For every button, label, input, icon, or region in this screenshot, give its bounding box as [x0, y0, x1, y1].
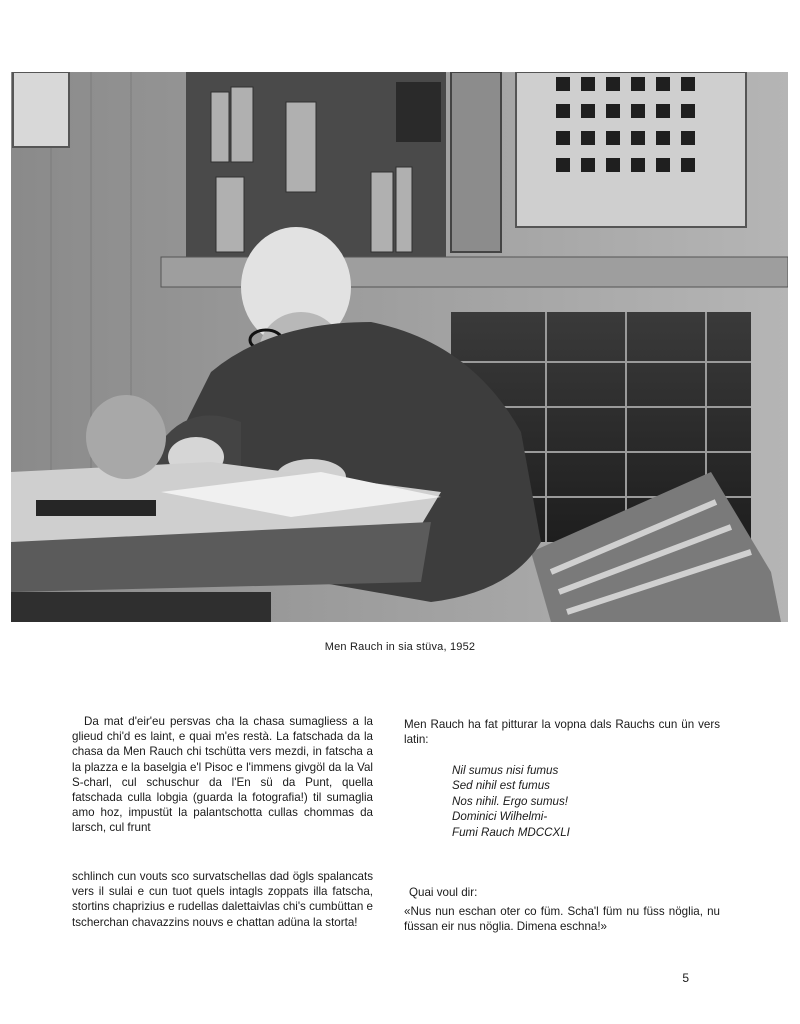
verse-line: Dominici Wilhelmi-: [452, 810, 548, 824]
left-column: [72, 714, 373, 929]
quai-voul-dir: Quai voul dir:: [409, 886, 478, 899]
page-number: 5: [682, 971, 689, 985]
photo-illustration: [11, 72, 788, 622]
translation-quote: «Nus nun eschan oter co füm. Scha'l füm nu füss nöglia, nu füssan eir nus nöglia. Dimena eschna!»: [404, 905, 720, 934]
photo-caption: Men Rauch in sia stüva, 1952: [324, 641, 476, 653]
left-paragraph-1: Da mat d'eir'eu persvas cha la chasa sumagliess a la glieud chi'd es laint, e quai m'es restà. La fatschada da la chasa da Men Rauch chi tschütta vers mezdi, in fatscha a la plazza e la baselgia e'l Pisoc e l'immens givgöl da la Val S-charl, cul schuschur da l'En sü da Punt, quella fatschada culla lobgia (guarda la fotografia!) til sumaglia amo hoz, impustüt la palantschotta cullas chommas da larsch, cul frunt: [72, 715, 373, 835]
right-intro: Men Rauch ha fat pitturar la vopna dals Rauchs cun ün vers latin:: [404, 718, 720, 747]
verse-line: Nil sumus nisi fumus: [452, 764, 559, 777]
left-paragraph-2: schlinch cun vouts sco survatschellas dad ögls spalancats vers il sulai e cun tuot quels intagls zoppats illa fatscha, stortins chaprizius e rudellas dalettaivlas chi's cumbüttan e tscherchan chavazzins nouvs e chattan adüna la storta!: [72, 870, 373, 929]
verse-line: Sed nihil est fumus: [452, 779, 550, 793]
right-column: [404, 717, 720, 934]
latin-verse: [452, 763, 570, 840]
verse-line: Fumi Rauch MDCCXLI: [452, 825, 570, 839]
verse-line: Nos nihil. Ergo sumus!: [452, 794, 568, 808]
photograph: [11, 72, 788, 622]
